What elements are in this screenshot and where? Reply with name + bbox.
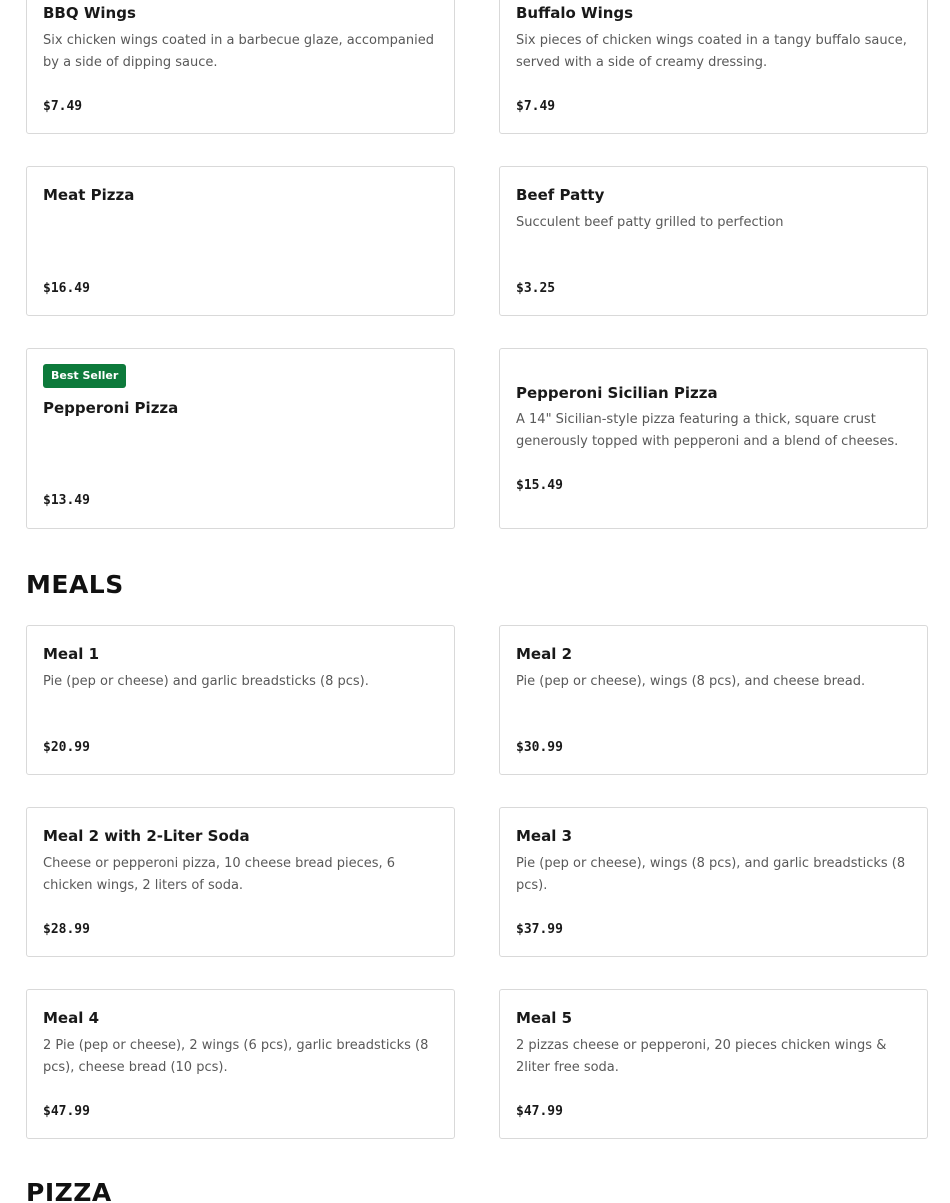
menu-grid-top (26, 0, 928, 529)
menu-item-card[interactable] (499, 348, 928, 529)
menu-item-name: Buffalo Wings (516, 4, 634, 22)
menu-item-price: $28.99 (43, 922, 90, 937)
menu-item-price: $47.99 (516, 1104, 563, 1119)
menu-item-description: Cheese or pepperoni pizza, 10 cheese bread pieces, 6 chicken wings, 2 liters of soda. (43, 856, 396, 893)
menu-item-price: $7.49 (516, 99, 556, 114)
menu-item-price: $20.99 (43, 740, 90, 755)
section-heading-pizza: PIZZA (26, 1178, 112, 1203)
menu-item-price: $7.49 (43, 99, 83, 114)
menu-item-card[interactable] (26, 166, 455, 316)
menu-item-name: Pepperoni Sicilian Pizza (516, 384, 718, 402)
menu-item-price: $3.25 (516, 281, 556, 296)
menu-item-description: 2 pizzas cheese or pepperoni, 20 pieces chicken wings & 2liter free soda. (516, 1038, 887, 1075)
menu-item-card[interactable] (26, 989, 455, 1139)
menu-item-price: $13.49 (43, 493, 90, 508)
menu-item-card[interactable] (499, 0, 928, 134)
section-heading-meals: MEALS (26, 570, 124, 599)
menu-item-card[interactable] (26, 0, 455, 134)
menu-item-description: Succulent beef patty grilled to perfection (516, 215, 784, 230)
menu-item-description: Pie (pep or cheese), wings (8 pcs), and garlic breadsticks (8 pcs). (516, 856, 906, 893)
menu-item-price: $30.99 (516, 740, 563, 755)
menu-item-card[interactable] (26, 625, 455, 775)
menu-item-name: Meal 3 (516, 827, 573, 845)
menu-item-card[interactable] (499, 807, 928, 957)
menu-item-name: Pepperoni Pizza (43, 399, 179, 417)
menu-item-name: Meat Pizza (43, 186, 135, 204)
menu-item-name: Meal 2 with 2-Liter Soda (43, 827, 250, 845)
menu-item-price: $47.99 (43, 1104, 90, 1119)
menu-item-card[interactable] (26, 348, 455, 529)
menu-item-description: Six chicken wings coated in a barbecue glaze, accompanied by a side of dipping sauce. (43, 33, 434, 70)
menu-item-price: $37.99 (516, 922, 563, 937)
menu-item-price: $16.49 (43, 281, 90, 296)
menu-item-name: Meal 4 (43, 1009, 100, 1027)
menu-item-description: Pie (pep or cheese) and garlic breadsticks (8 pcs). (43, 674, 369, 689)
menu-item-description: 2 Pie (pep or cheese), 2 wings (6 pcs), garlic breadsticks (8 pcs), cheese bread (10 pcs). (43, 1038, 429, 1075)
menu-item-name: Beef Patty (516, 186, 605, 204)
menu-item-name: Meal 1 (43, 645, 100, 663)
menu-item-card[interactable] (499, 166, 928, 316)
menu-item-price: $15.49 (516, 478, 563, 493)
meals-grid (26, 625, 928, 1139)
menu-item-card[interactable] (26, 807, 455, 957)
best-seller-badge: Best Seller (43, 364, 126, 388)
menu-item-name: Meal 2 (516, 645, 573, 663)
menu-item-description: Pie (pep or cheese), wings (8 pcs), and cheese bread. (516, 674, 866, 689)
menu-item-name: BBQ Wings (43, 4, 136, 22)
menu-item-card[interactable] (499, 625, 928, 775)
menu-item-description: A 14" Sicilian-style pizza featuring a thick, square crust generously topped with pepperoni and a blend of cheeses. (516, 412, 899, 449)
menu-item-description: Six pieces of chicken wings coated in a tangy buffalo sauce, served with a side of creamy dressing. (516, 33, 907, 70)
menu-item-card[interactable] (499, 989, 928, 1139)
menu-item-name: Meal 5 (516, 1009, 573, 1027)
